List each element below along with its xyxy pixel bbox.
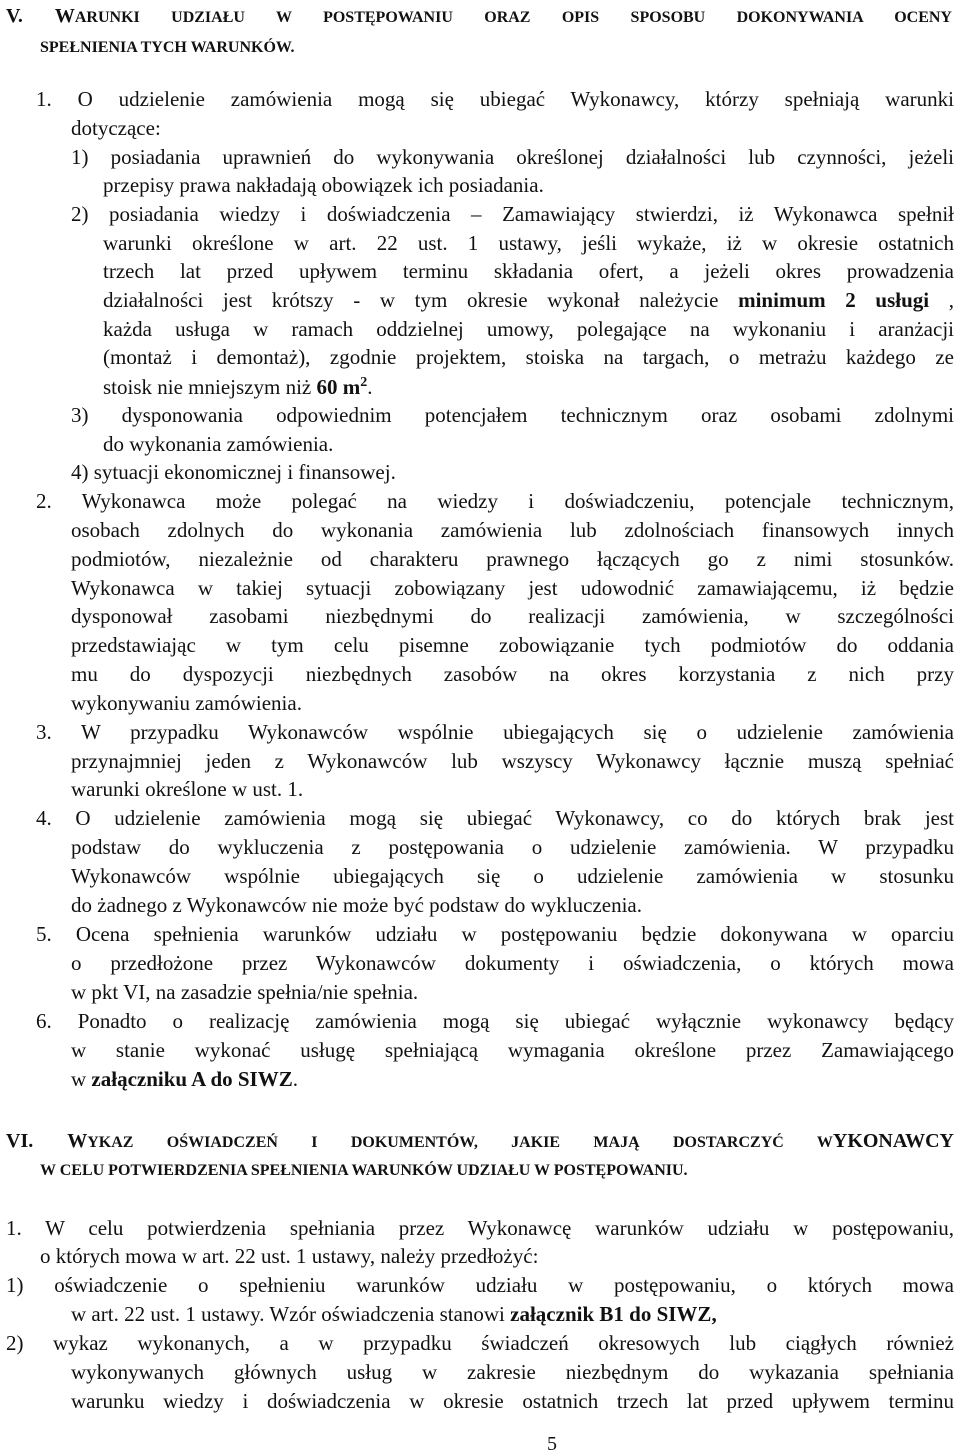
text-line: 6. Ponadto o realizację zamówienia mogą się ubiegać wyłącznie wykonawcy będący — [36, 1009, 954, 1033]
text-line: 4. O udzielenie zamówienia mogą się ubiegać Wykonawcy, co do których brak jest — [36, 806, 954, 830]
text-line: 5. Ocena spełnienia warunków udziału w postępowaniu będzie dokonywana w oparciu — [36, 922, 954, 946]
text-line: 1) posiadania uprawnień do wykonywania określonej działalności lub czynności, jeżeli — [71, 145, 954, 169]
text-line: każda usługa w ramach oddzielnej umowy, polegające na wykonaniu i aranżacji — [103, 317, 954, 341]
text-line: osobach zdolnych do wykonania zamówienia lub zdolnościach finansowych innych — [71, 518, 954, 542]
text-line: działalności jest krótszy - w tym okresie wykonał należycie minimum 2 usługi , — [103, 288, 954, 312]
page-number: 5 — [547, 1433, 557, 1455]
heading-line: SPEŁNIENIA TYCH WARUNKÓW. — [40, 39, 295, 56]
text-line: w pkt VI, na zasadzie spełnia/nie spełnia. — [71, 980, 419, 1004]
heading-line: VI. WYKAZ OŚWIADCZEŃ I DOKUMENTÓW, JAKIE MAJĄ DOSTARCZYĆ WYKONAWCY — [6, 1130, 954, 1152]
text-line: Wykonawców wspólnie ubiegających się o udzielenie zamówienia w stosunku — [71, 864, 954, 888]
text-line: 3. W przypadku Wykonawców wspólnie ubiegających się o udzielenie zamówienia — [36, 720, 954, 744]
text-line: dotyczące: — [71, 116, 161, 140]
text-line: Wykonawca w takiej sytuacji zobowiązany jest udowodnić zamawiającemu, iż będzie — [71, 576, 954, 600]
text-line: 3) dysponowania odpowiednim potencjałem technicznym oraz osobami zdolnymi — [71, 403, 954, 427]
text-line: stoisk nie mniejszym niż 60 $m^2$. — [103, 375, 373, 399]
text-line: warunku wiedzy i doświadczenia w okresie ostatnich trzech lat przed upływem terminu — [71, 1389, 954, 1413]
text-line: wykonywanych głównych usług w zakresie niezbędnym do wykazania spełniania — [71, 1360, 954, 1384]
heading-line: V. WARUNKI UDZIAŁU W POSTĘPOWANIU ORAZ OPIS SPOSOBU DOKONYWANIA OCENY — [6, 5, 952, 27]
text-line: w art. 22 ust. 1 ustawy. Wzór oświadczenia stanowi załącznik B1 do SIWZ, — [71, 1302, 717, 1326]
text-line: 1. O udzielenie zamówienia mogą się ubiegać Wykonawcy, którzy spełniają warunki — [36, 87, 954, 111]
text-line: dysponował zasobami niezbędnymi do realizacji zamówienia, w szczególności — [71, 604, 954, 628]
text-line: (montaż i demontaż), zgodnie projektem, stoiska na targach, o metrażu każdego ze — [103, 345, 954, 369]
text-line: 2) wykaz wykonanych, a w przypadku świadczeń okresowych lub ciągłych również — [6, 1331, 954, 1355]
heading-line: W CELU POTWIERDZENIA SPEŁNIENIA WARUNKÓW UDZIAŁU W POSTĘPOWANIU. — [40, 1162, 688, 1179]
text-line: 4) sytuacji ekonomicznej i finansowej. — [71, 460, 396, 484]
text-line: warunki określone w art. 22 ust. 1 ustawy, jeśli wykaże, iż w okresie ostatnich — [103, 231, 954, 255]
text-line: do wykonania zamówienia. — [103, 432, 334, 456]
text-line: w załączniku A do SIWZ. — [71, 1067, 298, 1091]
text-line: przynajmniej jeden z Wykonawców lub wszyscy Wykonawcy łącznie muszą spełniać — [71, 749, 954, 773]
text-line: 2) posiadania wiedzy i doświadczenia – Zamawiający stwierdzi, iż Wykonawca spełnił — [71, 202, 954, 226]
text-line: przepisy prawa nakładają obowiązek ich posiadania. — [103, 173, 544, 197]
text-line: trzech lat przed upływem terminu składania ofert, a jeżeli okres prowadzenia — [103, 259, 954, 283]
text-line: wykonywaniu zamówienia. — [71, 691, 302, 715]
text-line: 1. W celu potwierdzenia spełniania przez Wykonawcę warunków udziału w postępowaniu, — [6, 1216, 954, 1240]
text-line: w stanie wykonać usługę spełniającą wymagania określone przez Zamawiającego — [71, 1038, 954, 1062]
text-line: o których mowa w art. 22 ust. 1 ustawy, należy przedłożyć: — [40, 1244, 539, 1268]
text-line: mu do dyspozycji niezbędnych zasobów na okres korzystania z nich przy — [71, 662, 954, 686]
text-line: warunki określone w ust. 1. — [71, 777, 304, 801]
text-line: do żadnego z Wykonawców nie może być podstaw do wykluczenia. — [71, 893, 642, 917]
text-line: podstaw do wykluczenia z postępowania o udzielenie zamówienia. W przypadku — [71, 835, 954, 859]
text-line: podmiotów, niezależnie od charakteru prawnego łączących go z nimi stosunków. — [71, 547, 954, 571]
text-line: o przedłożone przez Wykonawców dokumenty i oświadczenia, o których mowa — [71, 951, 954, 975]
text-line: przedstawiając w tym celu pisemne zobowiązanie tych podmiotów do oddania — [71, 633, 954, 657]
text-line: 1) oświadczenie o spełnieniu warunków udziału w postępowaniu, o których mowa — [6, 1273, 954, 1297]
text-line: 2. Wykonawca może polegać na wiedzy i doświadczeniu, potencjale technicznym, — [36, 489, 954, 513]
